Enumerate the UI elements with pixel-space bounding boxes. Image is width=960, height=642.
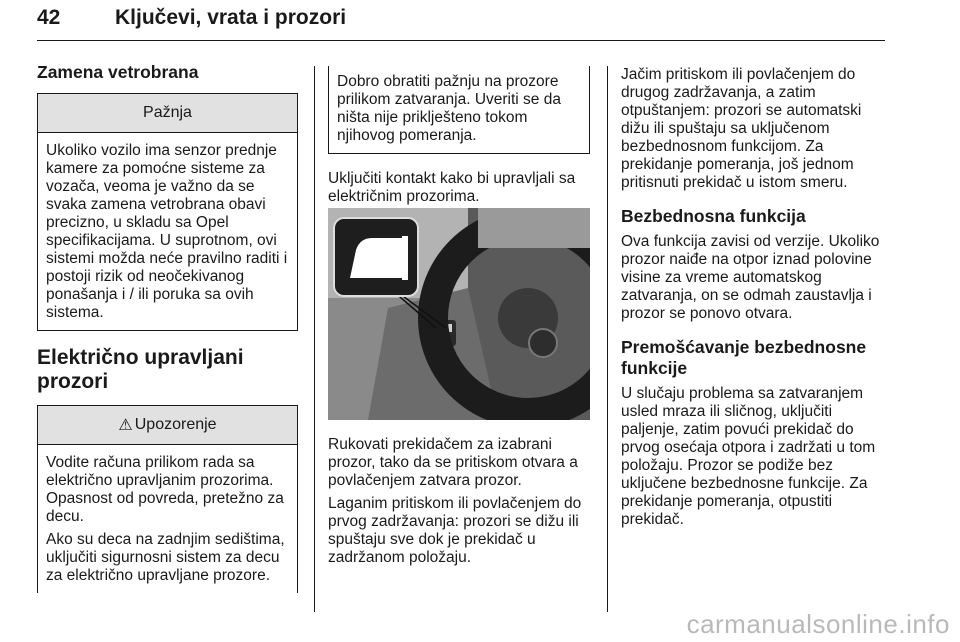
warning-box bbox=[37, 405, 298, 593]
paragraph: U slučaju problema sa zatvaranjem usled mraza ili sličnog, uključiti paljenje, zatim povući prekidač do prvog osećaja otpora i zadržati u tom položaju. Prozor se podiže bez uključene bezbednosne funkcije. Za prekidanje pomeranja, otpustiti prekidač. bbox=[621, 385, 876, 528]
continued-warning-box bbox=[328, 66, 590, 154]
chapter-title: Ključevi, vrata i prozori bbox=[115, 6, 347, 29]
continued-warning-text: Dobro obratiti pažnju na prozore prilikom zatvaranja. Uveriti se da ništa nije priklješteno tokom njihovog pomeranja. bbox=[337, 73, 561, 144]
notice-text: Ukoliko vozilo ima senzor prednje kamere za pomoćne sisteme za vozača, veoma je važno da se svaka zamena vetrobrana obavi precizno, u skladu sa Opel specifikacijama. U suprotnom, ovi sistemi možda neće pravilno raditi i postoji rizik od neočekivanog ponašanja i / ili poruka sa ovih sistema. bbox=[46, 142, 288, 321]
notice-heading: Pažnja bbox=[38, 94, 297, 133]
page-number: 42 bbox=[37, 6, 61, 29]
column-2-lower bbox=[328, 436, 592, 567]
column-2 bbox=[328, 66, 590, 206]
column-3 bbox=[621, 66, 887, 529]
page-header bbox=[37, 4, 885, 41]
section-title: Zamena vetrobrana bbox=[37, 62, 199, 82]
warning-header bbox=[38, 406, 297, 445]
column-1 bbox=[37, 62, 298, 593]
warning-text-2: Ako su deca na zadnjim sedištima, uključiti sigurnosni sistem za decu za električno upravljane prozore. bbox=[46, 531, 285, 584]
warning-heading: Upozorenje bbox=[134, 416, 217, 433]
warning-icon: ⚠ bbox=[118, 417, 133, 434]
warning-text-1: Vodite računa prilikom rada sa električno upravljanim prozorima. Opasnost od povreda, pretežno za decu. bbox=[46, 454, 284, 525]
window-switch-illustration bbox=[328, 208, 590, 420]
paragraph: Laganim pritiskom ili povlačenjem do prvog zadržavanja: prozori se dižu ili spuštaju sve dok je prekidač u zadržanom položaju. bbox=[328, 495, 582, 566]
subheading-override-safety: Premošćavanje bezbednosne funkcije bbox=[621, 337, 867, 378]
watermark: carmanualsonline.info bbox=[686, 609, 950, 639]
paragraph: Rukovati prekidačem za izabrani prozor, tako da se pritiskom otvara a povlačenjem zatvara prozor. bbox=[328, 436, 578, 489]
column-divider bbox=[607, 66, 608, 612]
paragraph: Ova funkcija zavisi od verzije. Ukoliko prozor naiđe na otpor iznad polovine visine za vreme automatskog zatvaranja, on se odmah zaustavlja i prozor se ponovo otvara. bbox=[621, 233, 880, 322]
section-heading: Električno upravljani prozori bbox=[37, 346, 244, 393]
subheading-safety-function: Bezbednosna funkcija bbox=[621, 206, 806, 226]
notice-box bbox=[37, 93, 298, 331]
paragraph: Uključiti kontakt kako bi upravljali sa električnim prozorima. bbox=[328, 170, 576, 205]
paragraph: Jačim pritiskom ili povlačenjem do drugog zadržavanja, a zatim otpuštanjem: prozori se automatski dižu ili spuštaju sa uključenom bezbednosnom funkcijom. Za prekidanje pomeranja, još jednom pritisnuti prekidač u istom smeru. bbox=[621, 66, 862, 191]
column-divider bbox=[314, 66, 315, 612]
